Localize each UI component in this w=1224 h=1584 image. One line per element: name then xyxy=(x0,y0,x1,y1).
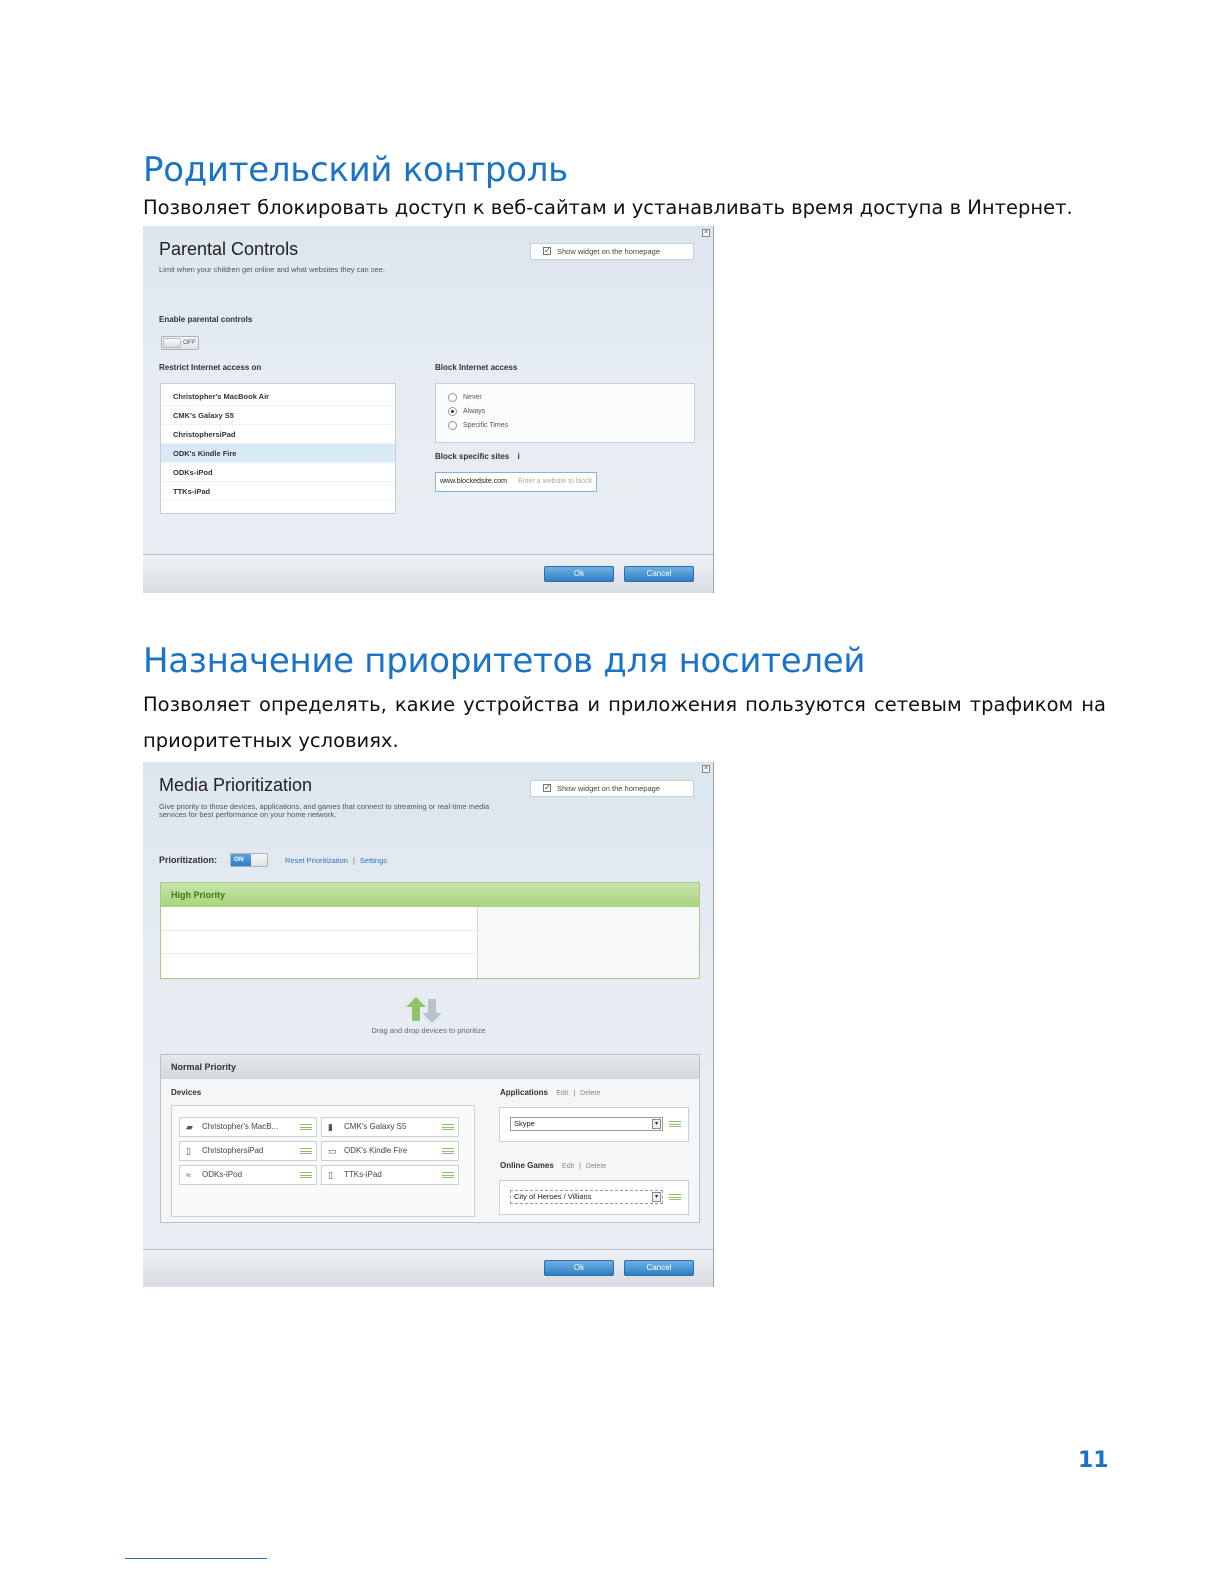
show-widget-label: Show widget on the homepage xyxy=(557,247,660,256)
prioritization-label: Prioritization: xyxy=(159,855,217,865)
radio-selected-icon xyxy=(448,407,457,416)
applications-box xyxy=(499,1107,689,1142)
applications-header xyxy=(500,1088,600,1097)
applications-delete-link[interactable]: Delete xyxy=(580,1090,601,1097)
parental-title: Parental Controls xyxy=(159,239,299,259)
device-list-item[interactable]: CMK's Galaxy S5 xyxy=(161,406,395,425)
dialog-footer xyxy=(143,554,714,593)
block-sites-label xyxy=(435,452,520,461)
media-title: Media Prioritization xyxy=(159,775,313,795)
device-list-item[interactable]: Christopher's MacBook Air xyxy=(161,387,395,406)
chevron-down-icon: ▾ xyxy=(652,1192,661,1202)
drag-hint-text: Drag and drop devices to prioritize xyxy=(371,1026,486,1035)
drag-handle-icon[interactable] xyxy=(300,1148,312,1154)
device-card[interactable] xyxy=(179,1117,317,1137)
show-widget-checkbox[interactable] xyxy=(530,243,694,260)
high-priority-devices xyxy=(161,907,478,978)
close-icon[interactable]: × xyxy=(703,765,709,772)
radio-icon xyxy=(448,393,457,402)
tablet-icon: ▯ xyxy=(186,1146,191,1156)
link-separator: | xyxy=(573,1090,576,1097)
ereader-icon: ▭ xyxy=(328,1146,337,1156)
chevron-down-icon: ▾ xyxy=(652,1119,661,1129)
block-sites-text: Block specific sites xyxy=(435,452,510,461)
radio-always-label: Always xyxy=(463,408,486,415)
devices-label: Devices xyxy=(171,1088,202,1097)
application-value: Skype xyxy=(514,1119,535,1128)
radio-never-label: Never xyxy=(463,394,482,401)
radio-never[interactable] xyxy=(448,393,482,403)
enable-parental-label: Enable parental controls xyxy=(159,315,253,324)
block-site-value: www.blockedsite.com xyxy=(440,478,507,485)
page-number: 11 xyxy=(1078,1448,1109,1473)
device-name: ODK's Kindle Fire xyxy=(344,1146,408,1155)
applications-label: Applications xyxy=(500,1088,549,1097)
block-access-panel xyxy=(435,383,695,443)
section-description-media-line2: приоритетных условиях. xyxy=(143,729,399,752)
show-widget-checkbox[interactable] xyxy=(530,780,694,797)
device-card[interactable] xyxy=(321,1117,459,1137)
show-widget-label: Show widget on the homepage xyxy=(557,784,660,793)
parental-controls-screenshot xyxy=(143,226,714,593)
high-priority-slot[interactable] xyxy=(161,931,477,954)
application-select[interactable] xyxy=(510,1117,663,1131)
info-icon[interactable]: i xyxy=(517,452,520,461)
section-description-parental: Позволяет блокировать доступ к веб-сайтам и устанавливать время доступа в Интернет. xyxy=(143,196,1073,219)
dialog-footer xyxy=(143,1249,714,1287)
section-description-media-line1: Позволяет определять, какие устройства и приложения пользуются сетевым трафиком на xyxy=(143,693,1106,716)
toggle-state: OFF xyxy=(183,339,196,346)
settings-link[interactable]: Settings xyxy=(359,856,388,865)
cancel-button[interactable]: Cancel xyxy=(624,1260,694,1276)
drag-hint xyxy=(143,1026,714,1035)
device-name: ODKs-iPod xyxy=(202,1170,243,1179)
section-heading-media: Назначение приоритетов для носителей xyxy=(143,641,866,681)
device-card[interactable] xyxy=(179,1165,317,1185)
drag-handle-icon[interactable] xyxy=(442,1172,454,1178)
section-heading-parental: Родительский контроль xyxy=(143,150,568,190)
block-site-input[interactable] xyxy=(435,472,597,492)
high-priority-header: High Priority xyxy=(161,883,699,907)
device-list-item-selected[interactable]: ODK's Kindle Fire xyxy=(161,444,395,463)
high-priority-slot[interactable] xyxy=(161,907,477,931)
drag-handle-icon[interactable] xyxy=(300,1172,312,1178)
drag-handle-icon[interactable] xyxy=(442,1124,454,1130)
games-box xyxy=(499,1180,689,1215)
drag-handle-icon[interactable] xyxy=(669,1121,681,1127)
device-card[interactable] xyxy=(179,1141,317,1161)
wifi-device-icon: ≈ xyxy=(186,1170,191,1180)
games-delete-link[interactable]: Delete xyxy=(585,1163,607,1170)
device-list-item[interactable]: ChristophersiPad xyxy=(161,425,395,444)
link-separator: | xyxy=(352,856,355,865)
normal-priority-panel xyxy=(160,1054,700,1223)
cancel-button[interactable]: Cancel xyxy=(624,566,694,582)
device-list xyxy=(160,383,396,514)
link-separator: | xyxy=(579,1163,581,1170)
applications-edit-link[interactable]: Edit xyxy=(556,1090,569,1097)
device-name: ChristophersiPad xyxy=(202,1146,264,1155)
device-name: Christopher's MacB... xyxy=(202,1122,279,1131)
parental-subtitle: Limit when your children get online and what websites they can see. xyxy=(159,265,385,274)
device-name: CMK's Galaxy S5 xyxy=(344,1122,407,1131)
footnote-divider xyxy=(125,1558,267,1559)
ok-button[interactable]: Ok xyxy=(544,566,614,582)
toggle-knob xyxy=(163,338,181,348)
tablet-icon: ▯ xyxy=(328,1170,333,1180)
radio-specific-label: Specific Times xyxy=(463,422,509,429)
laptop-icon: ▰ xyxy=(186,1122,193,1132)
device-card[interactable] xyxy=(321,1165,459,1185)
device-list-item[interactable]: ODKs-iPod xyxy=(161,463,395,482)
restrict-label: Restrict Internet access on xyxy=(159,363,262,372)
games-label: Online Games xyxy=(500,1161,554,1170)
parental-toggle[interactable] xyxy=(161,336,199,350)
phone-icon: ▮ xyxy=(328,1122,333,1132)
block-site-placeholder: Enter a website to block xyxy=(518,478,593,485)
device-name: TTKs-iPad xyxy=(344,1170,382,1179)
close-icon[interactable]: × xyxy=(703,229,709,236)
radio-specific-times[interactable] xyxy=(448,421,508,431)
block-access-label: Block Internet access xyxy=(435,363,518,372)
games-edit-link[interactable]: Edit xyxy=(562,1163,575,1170)
drag-handle-icon[interactable] xyxy=(669,1194,681,1200)
drag-handle-icon[interactable] xyxy=(442,1148,454,1154)
games-header xyxy=(500,1161,606,1170)
device-list-item[interactable]: TTKs-iPad xyxy=(161,482,395,501)
radio-icon xyxy=(448,421,457,430)
check-icon: ✓ xyxy=(544,246,551,255)
high-priority-slot[interactable] xyxy=(161,954,477,977)
reset-prioritization-link[interactable]: Reset Prioritization xyxy=(285,856,348,865)
prioritization-links xyxy=(285,856,387,865)
check-icon: ✓ xyxy=(544,783,551,792)
media-subtitle-line2: services for best performance on your home network. xyxy=(159,810,337,819)
normal-priority-header: Normal Priority xyxy=(161,1055,699,1079)
device-card[interactable] xyxy=(321,1141,459,1161)
drag-arrows-icon xyxy=(406,997,432,1023)
high-priority-apps xyxy=(479,907,699,978)
media-prioritization-screenshot xyxy=(143,762,714,1287)
high-priority-panel xyxy=(160,882,700,979)
game-value: City of Heroes / Villians xyxy=(514,1192,592,1201)
media-subtitle-line1: Give priority to those devices, applications, and games that connect to streaming or real-time media xyxy=(159,802,490,811)
game-select[interactable] xyxy=(510,1190,663,1204)
drag-handle-icon[interactable] xyxy=(300,1124,312,1130)
toggle-state: ON xyxy=(231,854,251,866)
prioritization-toggle[interactable] xyxy=(230,853,268,867)
radio-always[interactable] xyxy=(448,407,485,417)
ok-button[interactable]: Ok xyxy=(544,1260,614,1276)
